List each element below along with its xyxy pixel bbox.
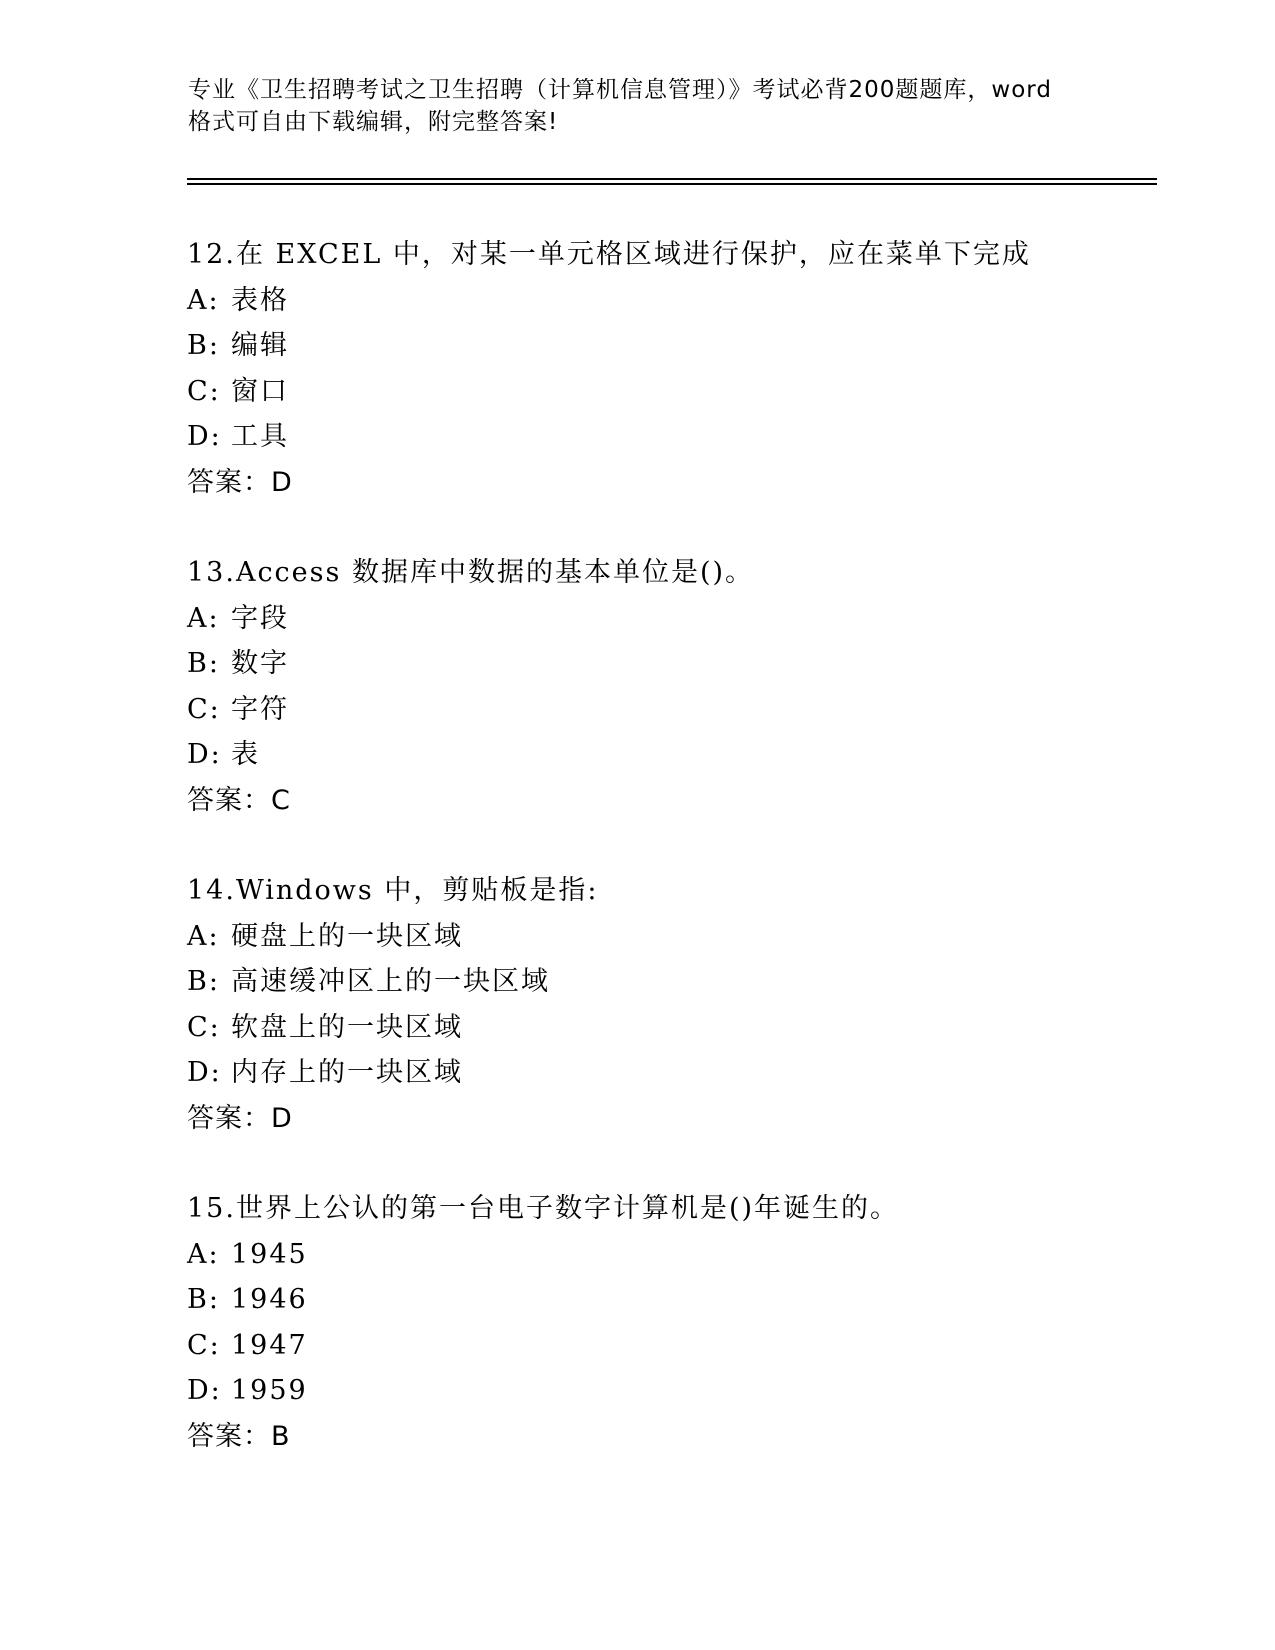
option-text: 字段 xyxy=(231,602,289,634)
option-d xyxy=(187,1368,1147,1414)
option-text: 编辑 xyxy=(231,330,289,361)
option-label: B: xyxy=(187,648,220,679)
option-label: D: xyxy=(187,1057,222,1088)
question-12 xyxy=(187,232,1147,505)
option-c xyxy=(187,687,1147,733)
option-text: 数字 xyxy=(231,648,289,679)
option-b xyxy=(187,323,1147,369)
option-label: A: xyxy=(187,1238,220,1270)
option-c xyxy=(187,1323,1147,1369)
option-text: 窗口 xyxy=(231,375,289,407)
option-text: 工具 xyxy=(231,421,289,452)
option-d xyxy=(187,414,1147,460)
option-text: 字符 xyxy=(231,693,289,725)
option-label: D: xyxy=(187,421,222,452)
option-label: B: xyxy=(187,966,220,997)
option-text: 内存上的一块区域 xyxy=(231,1057,463,1088)
option-label: C: xyxy=(187,375,221,407)
option-text: 1945 xyxy=(231,1238,308,1270)
document-header xyxy=(188,74,1088,138)
option-c xyxy=(187,1005,1147,1051)
question-13 xyxy=(187,550,1147,823)
answer-line: 答案：C xyxy=(187,784,291,816)
option-label: C: xyxy=(187,1329,221,1361)
option-text: 软盘上的一块区域 xyxy=(231,1011,463,1043)
header-line-2: 格式可自由下载编辑，附完整答案! xyxy=(188,109,559,135)
option-a xyxy=(187,1232,1147,1278)
option-label: C: xyxy=(187,1011,221,1043)
option-label: A: xyxy=(187,602,220,634)
option-label: D: xyxy=(187,1375,222,1406)
option-text: 高速缓冲区上的一块区域 xyxy=(231,966,550,997)
option-a xyxy=(187,914,1147,960)
option-text: 1947 xyxy=(231,1329,308,1361)
option-b xyxy=(187,641,1147,687)
option-d xyxy=(187,1050,1147,1096)
question-text: 14.Windows 中，剪贴板是指: xyxy=(187,875,599,906)
option-c xyxy=(187,369,1147,415)
option-a xyxy=(187,278,1147,324)
option-label: D: xyxy=(187,739,222,770)
option-a xyxy=(187,596,1147,642)
option-text: 表格 xyxy=(231,284,289,316)
question-14 xyxy=(187,868,1147,1141)
option-text: 1946 xyxy=(231,1284,308,1315)
answer-line: 答案：B xyxy=(187,1420,291,1452)
answer-line: 答案：D xyxy=(187,466,293,498)
option-b xyxy=(187,959,1147,1005)
question-text: 12.在 EXCEL 中，对某一单元格区域进行保护，应在菜单下完成 xyxy=(187,239,1031,270)
answer-line: 答案：D xyxy=(187,1102,293,1134)
option-label: A: xyxy=(187,284,220,316)
option-label: C: xyxy=(187,693,221,725)
option-b xyxy=(187,1277,1147,1323)
option-label: B: xyxy=(187,1284,220,1315)
header-divider-bottom xyxy=(187,183,1157,185)
option-label: A: xyxy=(187,920,220,952)
option-text: 1959 xyxy=(231,1375,308,1406)
question-text: 15.世界上公认的第一台电子数字计算机是()年诞生的。 xyxy=(187,1193,900,1224)
option-label: B: xyxy=(187,330,220,361)
header-divider-top xyxy=(187,178,1157,180)
option-d xyxy=(187,732,1147,778)
option-text: 表 xyxy=(231,739,260,770)
header-line-1: 专业《卫生招聘考试之卫生招聘（计算机信息管理）》考试必背200题题库，word xyxy=(188,77,1052,103)
question-15 xyxy=(187,1186,1147,1459)
option-text: 硬盘上的一块区域 xyxy=(231,920,463,952)
question-text: 13.Access 数据库中数据的基本单位是()。 xyxy=(187,557,755,588)
